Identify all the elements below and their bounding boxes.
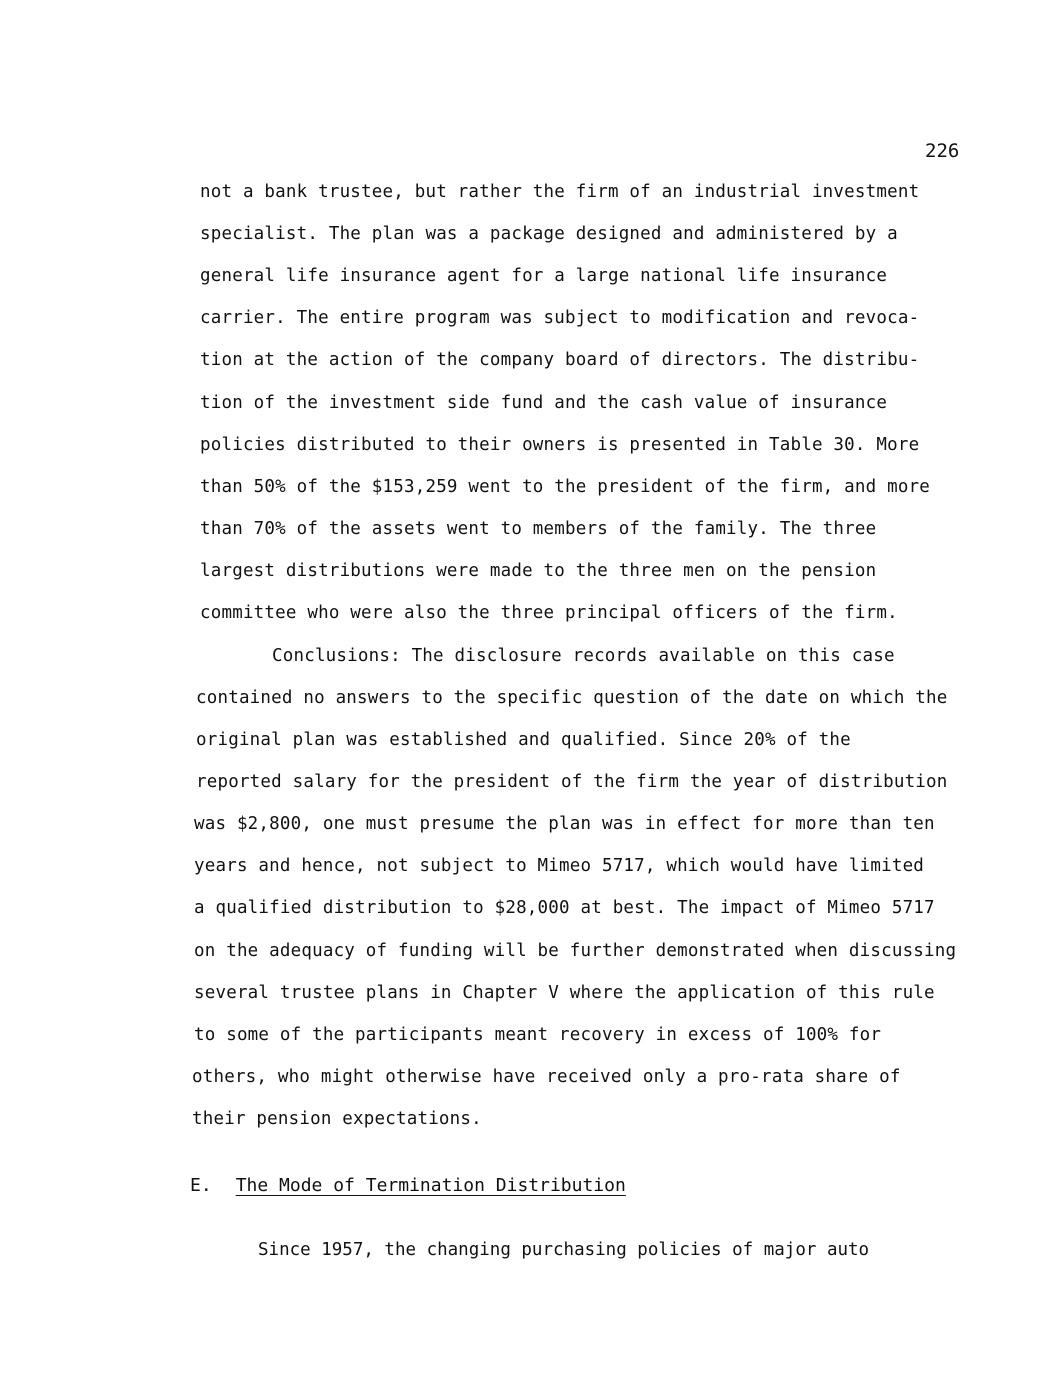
text-line: their pension expectations. [192,1109,482,1129]
text-line: to some of the participants meant recovery in excess of 100% for [194,1025,882,1045]
text-line: largest distributions were made to the three men on the pension [200,561,877,581]
text-line: Conclusions: The disclosure records available on this case [272,646,895,666]
text-line: committee who were also the three principal officers of the firm. [200,603,898,623]
text-line: policies distributed to their owners is presented in Table 30. More [200,435,920,455]
text-line: original plan was established and qualified. Since 20% of the [196,730,851,750]
text-line: several trustee plans in Chapter V where the application of this rule [194,983,935,1003]
text-line: general life insurance agent for a large national life insurance [200,266,888,286]
text-line: on the adequacy of funding will be further demonstrated when discussing [194,941,957,961]
text-line: specialist. The plan was a package designed and administered by a [200,224,898,244]
text-line: reported salary for the president of the firm the year of distribution [196,772,948,792]
text-line: others, who might otherwise have received only a pro-rata share of [192,1067,901,1087]
section-title: The Mode of Termination Distribution [235,1175,626,1196]
text-line: than 70% of the assets went to members of the family. The three [200,519,877,539]
text-line: tion of the investment side fund and the cash value of insurance [200,393,888,413]
text-line: tion at the action of the company board of directors. The distribu- [200,350,920,370]
page-number: 226 [925,140,960,162]
paragraph-3-line: Since 1957, the changing purchasing policies of major auto [258,1240,870,1260]
text-line: not a bank trustee, but rather the firm of an industrial investment [200,182,920,202]
section-letter: E. [190,1175,212,1196]
text-line: years and hence, not subject to Mimeo 5717, which would have limited [194,856,925,876]
text-line: contained no answers to the specific question of the date on which the [196,688,948,708]
section-heading [190,1175,626,1196]
text-line: carrier. The entire program was subject to modification and revoca- [200,308,920,328]
text-line: a qualified distribution to $28,000 at best. The impact of Mimeo 5717 [194,898,935,918]
text-line: than 50% of the $153,259 went to the president of the firm, and more [200,477,931,497]
text-line: was $2,800, one must presume the plan was in effect for more than ten [194,814,935,834]
